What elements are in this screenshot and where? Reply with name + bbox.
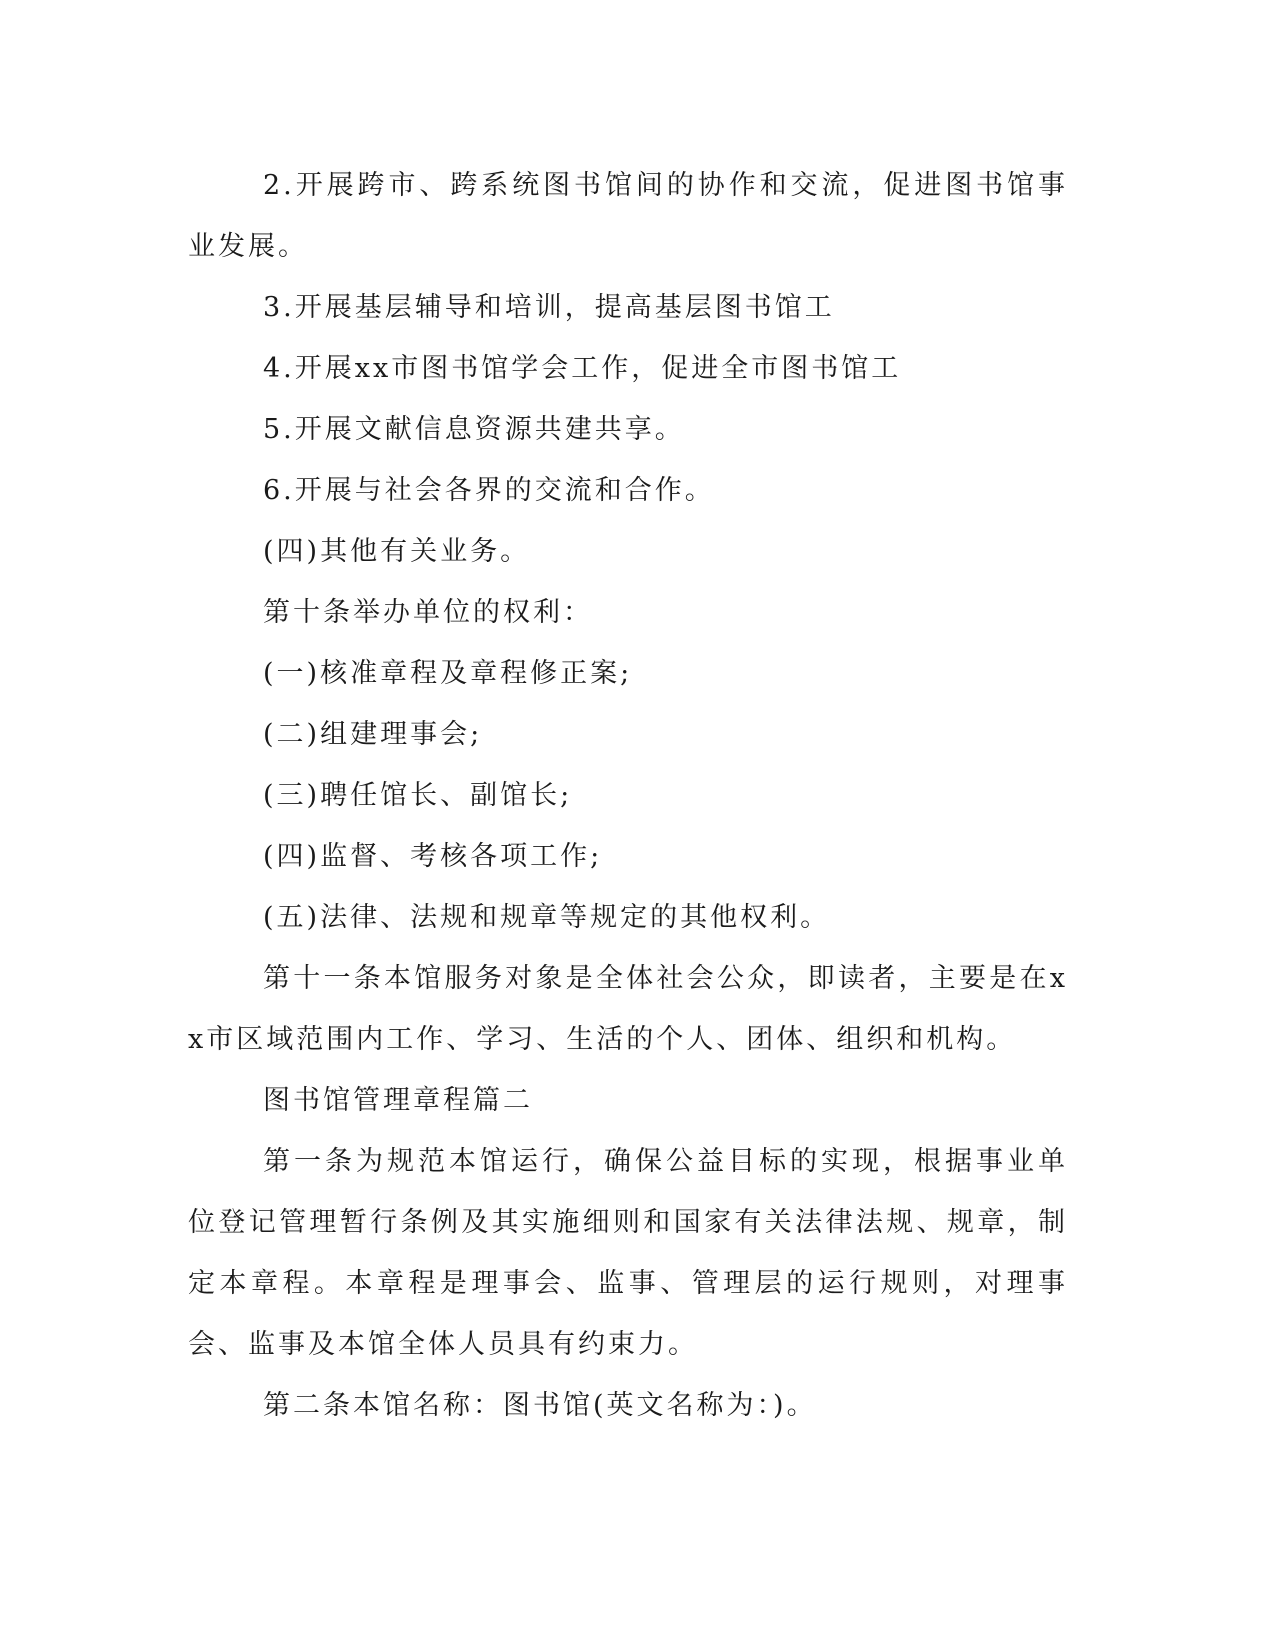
paragraph-item-4: 4.开展xx市图书馆学会工作，促进全市图书馆工 bbox=[263, 353, 902, 384]
article-10-right-1: (一)核准章程及章程修正案; bbox=[263, 658, 633, 689]
article-2-paragraph: 第二条本馆名称：图书馆(英文名称为：)。 bbox=[263, 1390, 817, 1421]
article-10-heading: 第十条举办单位的权利： bbox=[263, 597, 593, 628]
paragraph-other-business: (四)其他有关业务。 bbox=[263, 536, 531, 567]
article-10-right-2: (二)组建理事会; bbox=[263, 719, 483, 750]
article-1-paragraph: 第一条为规范本馆运行，确保公益目标的实现，根据事业单位登记管理暂行条例及其实施细则和国家有关法律法规、规章，制定本章程。本章程是理事会、监事、管理层的运行规则，对理事会、监事及本馆全体人员具有约束力。 bbox=[188, 1146, 1068, 1360]
document-body bbox=[188, 155, 1068, 1436]
paragraph-item-2: 2.开展跨市、跨系统图书馆间的协作和交流，促进图书馆事业发展。 bbox=[188, 170, 1068, 262]
paragraph-item-3: 3.开展基层辅导和培训，提高基层图书馆工 bbox=[263, 292, 835, 323]
paragraph-item-5: 5.开展文献信息资源共建共享。 bbox=[263, 414, 685, 445]
article-10-right-4: (四)监督、考核各项工作; bbox=[263, 841, 603, 872]
article-10-right-3: (三)聘任馆长、副馆长; bbox=[263, 780, 573, 811]
section-heading: 图书馆管理章程篇二 bbox=[263, 1085, 533, 1116]
article-10-right-5: (五)法律、法规和规章等规定的其他权利。 bbox=[263, 902, 831, 933]
article-11-paragraph: 第十一条本馆服务对象是全体社会公众，即读者，主要是在xx市区域范围内工作、学习、生活的个人、团体、组织和机构。 bbox=[188, 963, 1068, 1055]
paragraph-item-6: 6.开展与社会各界的交流和合作。 bbox=[263, 475, 715, 506]
